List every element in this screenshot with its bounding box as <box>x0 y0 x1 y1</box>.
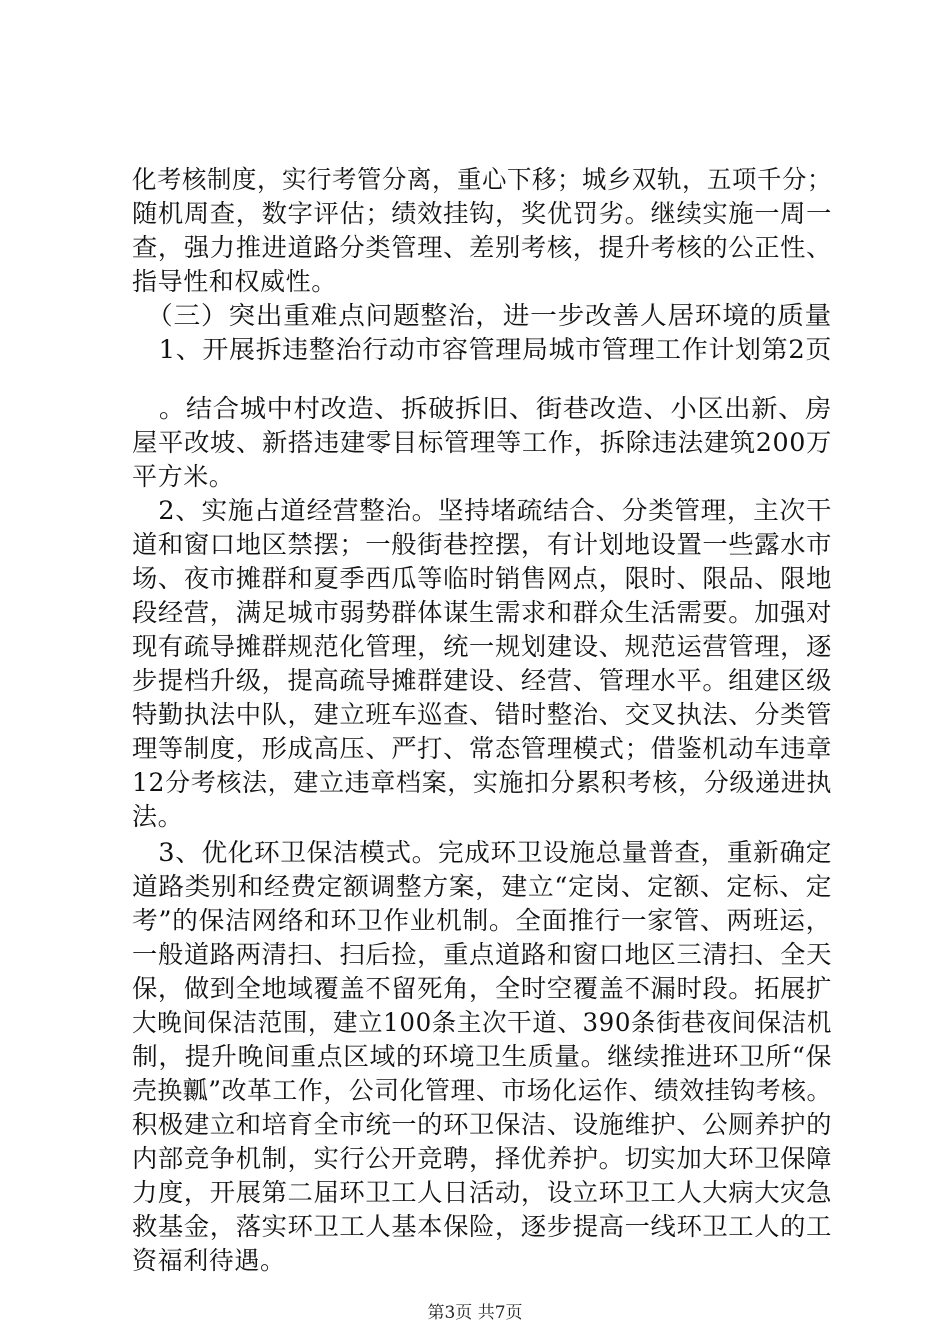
text-line: 随机周查，数字评估；绩效挂钩，奖优罚劣。继续实施一周一 <box>132 199 832 228</box>
text-line: 特勤执法中队，建立班车巡查、错时整治、交叉执法、分类管 <box>132 700 832 729</box>
text-line: 力度，开展第二届环卫工人日活动，设立环卫工人大病大灾急 <box>132 1178 832 1207</box>
text-line: 3、优化环卫保洁模式。完成环卫设施总量普查，重新确定 <box>132 838 833 867</box>
text-line: 段经营，满足城市弱势群体谋生需求和群众生活需要。加强对 <box>132 598 832 627</box>
text-line: 场、夜市摊群和夏季西瓜等临时销售网点，限时、限品、限地 <box>132 564 832 593</box>
section-heading: （三）突出重难点问题整治，进一步改善人居环境的质量 <box>132 301 832 330</box>
text-line: 2、实施占道经营整治。坚持堵疏结合、分类管理，主次干 <box>132 496 833 525</box>
text-line: 法。 <box>132 802 184 831</box>
text-line: 一般道路两清扫、扫后捡，重点道路和窗口地区三清扫、全天 <box>132 940 832 969</box>
text-line: 1、开展拆违整治行动市容管理局城市管理工作计划第2页 <box>132 335 832 364</box>
text-line: 理等制度，形成高压、严打、常态管理模式；借鉴机动车违章 <box>132 734 832 763</box>
page-footer: 第3页 共7页 <box>427 1303 523 1323</box>
text-line: 现有疏导摊群规范化管理，统一规划建设、规范运营管理，逐 <box>132 632 832 661</box>
text-line: 道路类别和经费定额调整方案，建立“定岗、定额、定标、定 <box>132 872 832 901</box>
text-line: 步提档升级，提高疏导摊群建设、经营、管理水平。组建区级 <box>132 666 832 695</box>
text-line: 大晚间保洁范围，建立100条主次干道、390条街巷夜间保洁机 <box>132 1008 832 1037</box>
text-line: 内部竞争机制，实行公开竞聘，择优养护。切实加大环卫保障 <box>132 1144 832 1173</box>
text-line: 平方米。 <box>132 462 235 491</box>
text-line: 12分考核法，建立违章档案，实施扣分累积考核，分级递进执 <box>132 768 832 797</box>
text-line: 化考核制度，实行考管分离，重心下移；城乡双轨，五项千分； <box>132 165 832 194</box>
text-line: 查，强力推进道路分类管理、差别考核，提升考核的公正性、 <box>132 233 832 262</box>
text-line: 积极建立和培育全市统一的环卫保洁、设施维护、公厕养护的 <box>132 1110 832 1139</box>
text-line: 道和窗口地区禁摆；一般街巷控摆，有计划地设置一些露水市 <box>132 530 832 559</box>
text-line: 保，做到全地域覆盖不留死角，全时空覆盖不漏时段。拓展扩 <box>132 974 832 1003</box>
text-line: 资福利待遇。 <box>132 1246 286 1275</box>
text-line: 。结合城中村改造、拆破拆旧、街巷改造、小区出新、房 <box>132 394 833 423</box>
text-line: 屋平改坡、新搭违建零目标管理等工作，拆除违法建筑200万 <box>132 428 832 457</box>
text-line: 指导性和权威性。 <box>132 267 337 296</box>
text-line: 制，提升晚间重点区域的环境卫生质量。继续推进环卫所“保 <box>132 1042 832 1071</box>
text-line: 考”的保洁网络和环卫作业机制。全面推行一家管、两班运， <box>132 906 832 935</box>
text-line: 壳换瓤”改革工作，公司化管理、市场化运作、绩效挂钩考核。 <box>132 1076 832 1105</box>
text-line: 救基金，落实环卫工人基本保险，逐步提高一线环卫工人的工 <box>132 1212 832 1241</box>
